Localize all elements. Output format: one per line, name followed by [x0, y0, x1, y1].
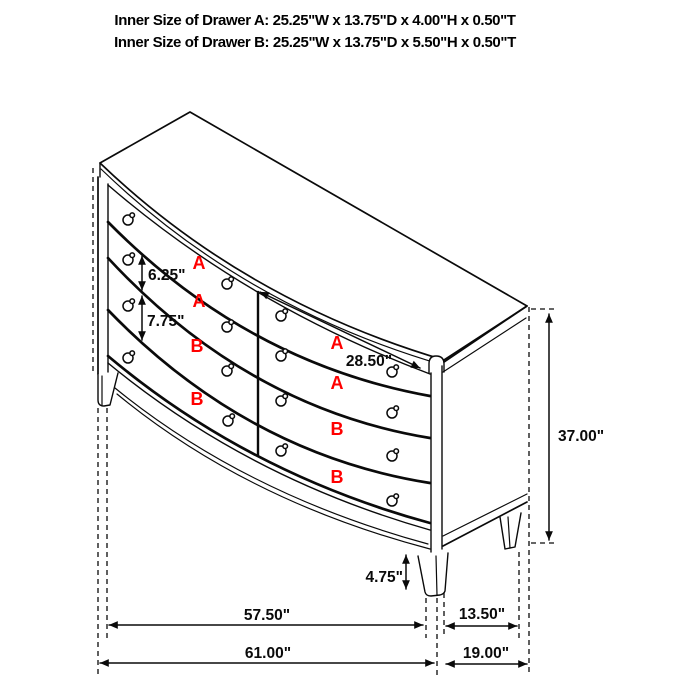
drawer-label-right-2: A — [330, 373, 344, 393]
dimension-label: 13.50" — [458, 606, 506, 623]
drawer-label-right-1: A — [330, 333, 344, 353]
dimension-label: 6.25" — [148, 267, 186, 284]
dimension-label: 57.50" — [243, 607, 291, 624]
dim-overall-depth — [446, 645, 527, 664]
base-molding-top — [108, 356, 430, 523]
dimension-label: 28.50" — [345, 353, 393, 370]
dimension-label: 7.75" — [147, 313, 185, 330]
title-line-drawer-b: Inner Size of Drawer B: 25.25"W x 13.75"D x 5.50"H x 0.50"T — [114, 34, 516, 51]
drawer-label-right-3: B — [330, 419, 344, 439]
drawer-label-left-4: B — [190, 389, 204, 409]
drawer-knob — [387, 494, 399, 506]
base-molding-bottom — [108, 363, 430, 530]
drawer-label-left-2: A — [192, 291, 206, 311]
rear-right-leg — [500, 513, 521, 549]
drawer-knob — [123, 253, 135, 265]
drawer-knob — [276, 394, 288, 406]
dimension-label: 37.00" — [558, 428, 605, 445]
front-right-leg — [418, 553, 448, 596]
drawer-label-left-1: A — [192, 253, 206, 273]
drawer-knob — [276, 444, 288, 456]
drawer-knob — [387, 449, 399, 461]
drawer-knob — [222, 364, 234, 376]
dimension-label: 61.00" — [244, 645, 292, 662]
base-apron-line — [117, 394, 430, 549]
dimension-label: 19.00" — [462, 645, 510, 662]
base-apron-line — [115, 388, 428, 544]
drawer-knob — [222, 277, 234, 289]
drawer-knob — [387, 406, 399, 418]
dimension-label: 4.75" — [365, 569, 403, 586]
dim-drawer-b-height — [142, 296, 185, 340]
drawer-label-left-3: B — [190, 336, 204, 356]
drawer-knob — [276, 349, 288, 361]
drawer-knob — [123, 351, 135, 363]
dresser-drawing — [98, 112, 527, 596]
drawer-knob — [123, 213, 135, 225]
drawer-label-right-4: B — [330, 467, 344, 487]
drawer-knob — [123, 299, 135, 311]
drawer-knob — [223, 414, 235, 426]
dim-overall-height — [549, 314, 604, 540]
front-left-leg — [98, 373, 118, 406]
title-line-drawer-a: Inner Size of Drawer A: 25.25"W x 13.75"D x 4.00"H x 0.50"T — [114, 12, 516, 29]
dim-leg-height — [365, 555, 406, 589]
dim-side-depth — [446, 606, 517, 626]
drawer-knob — [276, 309, 288, 321]
drawer-knob — [222, 320, 234, 332]
dim-front-width — [109, 607, 423, 625]
dim-overall-width — [100, 645, 434, 663]
